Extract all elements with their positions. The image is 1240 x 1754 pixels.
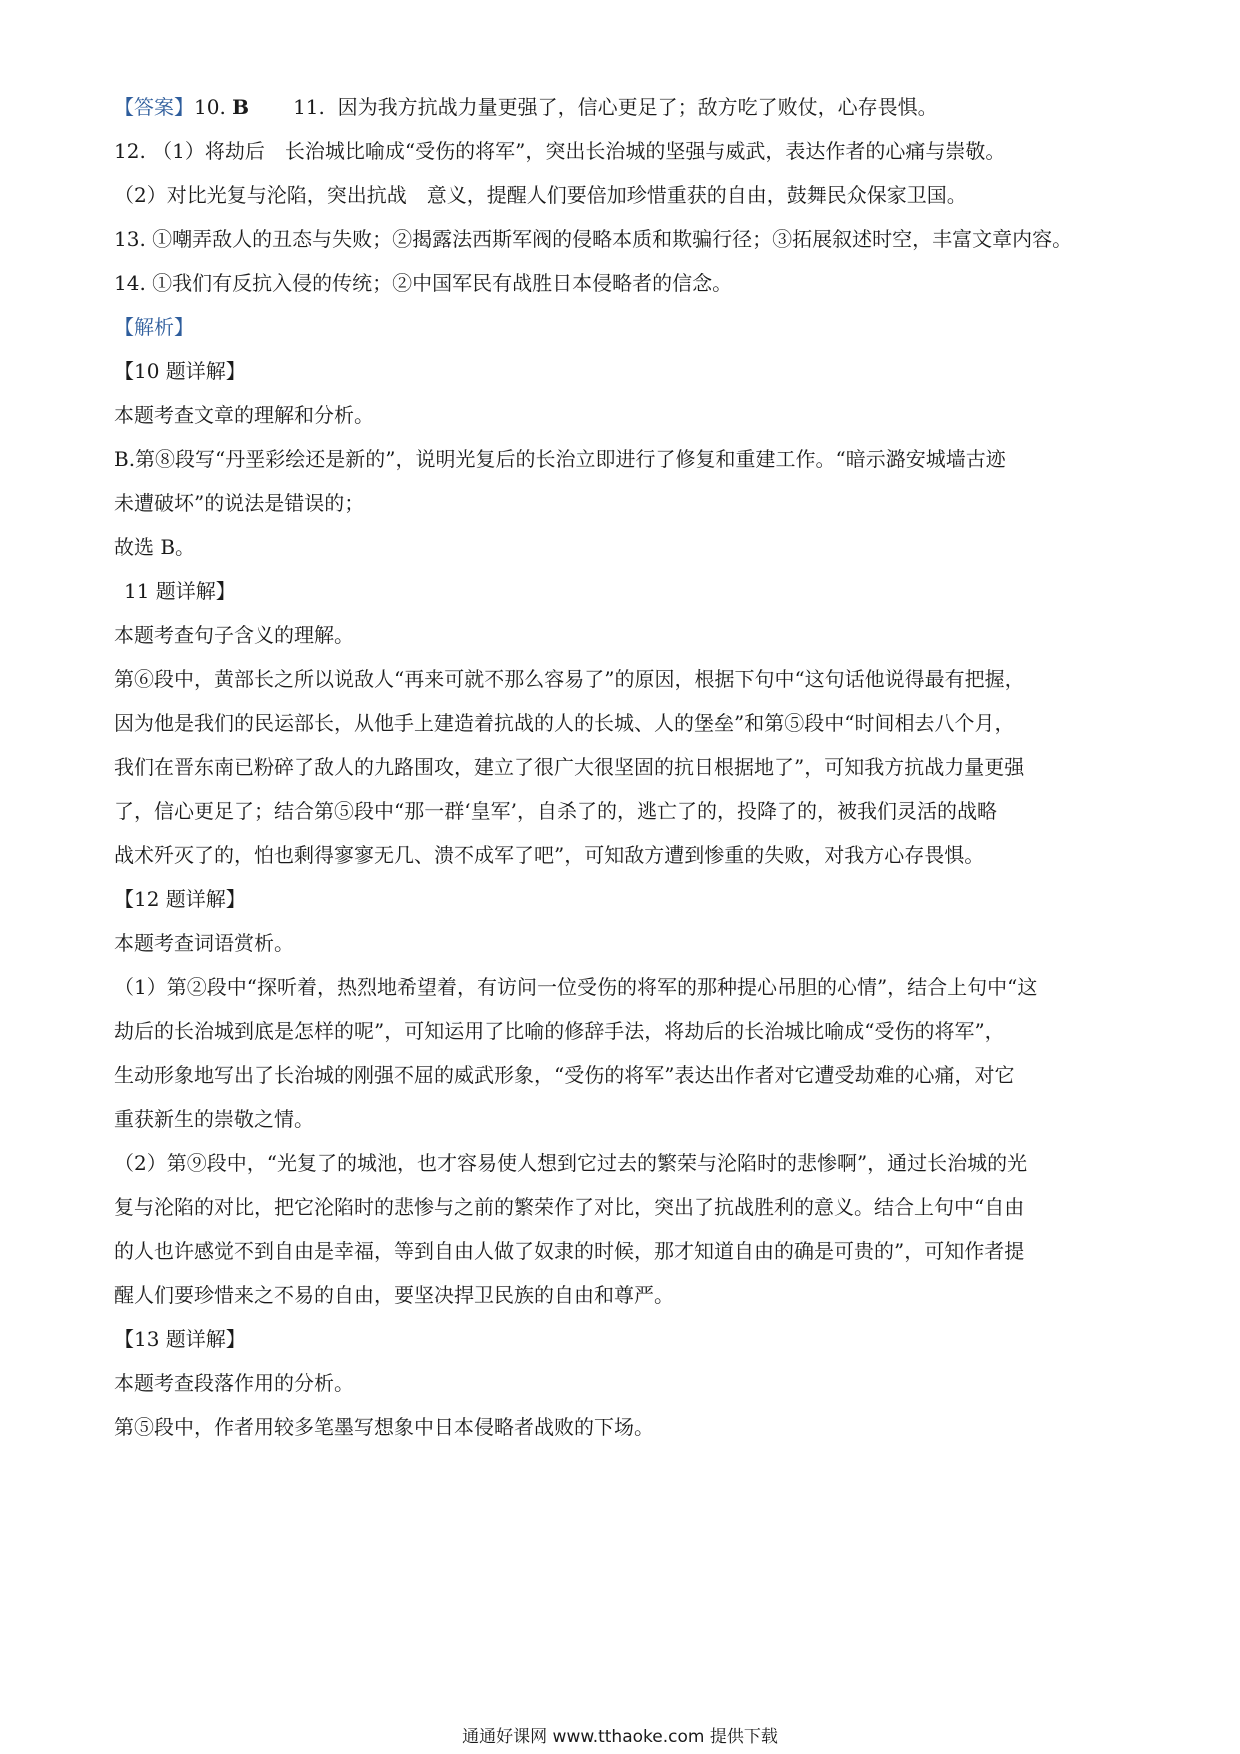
q12-line: 生动形象地写出了长治城的刚强不屈的威武形象，“受伤的将军”表达出作者对它遭受劫难的心痛，对它 <box>114 1063 1015 1087</box>
q11-line: 因为他是我们的民运部长，从他手上建造着抗战的人的长城、人的堡垒”和第⑤段中“时间相去八个月， <box>114 711 1015 735</box>
answer-line-10-11 <box>114 92 1144 122</box>
q11-answer: 因为我方抗战力量更强了，信心更足了；敌方吃了败仗，心存畏惧。 <box>337 95 938 119</box>
q12-line: （1）第②段中“探听着，热烈地希望着，有访问一位受伤的将军的那种提心吊胆的心情”，结合上句中“这 <box>114 975 1038 999</box>
q12-line: 醒人们要珍惜来之不易的自由，要坚决捍卫民族的自由和尊严。 <box>114 1283 674 1307</box>
q11-line: 了，信心更足了；结合第⑤段中“那一群‘皇军’，自杀了的，逃亡了的，投降了的，被我们灵活的战略 <box>114 799 997 823</box>
q10-choice: B <box>232 95 250 119</box>
q14-answer: 14. ①我们有反抗入侵的传统；②中国军民有战胜日本侵略者的信念。 <box>114 271 733 295</box>
q12-line: 的人也许感觉不到自由是幸福，等到自由人做了奴隶的时候，那才知道自由的确是可贵的”，可知作者提 <box>114 1239 1025 1263</box>
q11-line: 我们在晋东南已粉碎了敌人的九路围攻，建立了很广大很坚固的抗日根据地了”，可知我方抗战力量更强 <box>114 755 1025 779</box>
q12-line: 复与沦陷的对比，把它沦陷时的悲惨与之前的繁荣作了对比，突出了抗战胜利的意义。结合上句中“自由 <box>114 1195 1025 1219</box>
q13-line: 本题考查段落作用的分析。 <box>114 1371 354 1395</box>
q10-number: 10. <box>194 95 226 119</box>
footer-source: 通通好课网 www.tthaoke.com 提供下载 <box>462 1727 778 1747</box>
q12-heading: 【12 题详解】 <box>114 887 246 911</box>
q12-line: 重获新生的崇敬之情。 <box>114 1107 314 1131</box>
q13-line: 第⑤段中，作者用较多笔墨写想象中日本侵略者战败的下场。 <box>114 1415 654 1439</box>
q12-line: 劫后的长治城到底是怎样的呢”，可知运用了比喻的修辞手法，将劫后的长治城比喻成“受伤的将军”， <box>114 1019 1005 1043</box>
q13-answer: 13. ①嘲弄敌人的丑态与失败；②揭露法西斯军阀的侵略本质和欺骗行径；③拓展叙述时空，丰富文章内容。 <box>114 227 1073 251</box>
q10-line: 本题考查文章的理解和分析。 <box>114 403 374 427</box>
q10-heading: 【10 题详解】 <box>114 359 246 383</box>
q12-line: （2）第⑨段中，“光复了的城池，也才容易使人想到它过去的繁荣与沦陷时的悲惨啊”，通过长治城的光 <box>114 1151 1028 1175</box>
analysis-label: 【解析】 <box>114 315 194 339</box>
q10-line: 未遭破坏”的说法是错误的； <box>114 491 365 515</box>
q10-line: B.第⑧段写“丹垩彩绘还是新的”，说明光复后的长治立即进行了修复和重建工作。“暗示潞安城墙古迹 <box>114 447 1006 471</box>
q11-heading: 11 题详解】 <box>124 579 236 603</box>
q12-answer-part1: 12. （1）将劫后 长治城比喻成“受伤的将军”，突出长治城的坚强与威武，表达作者的心痛与崇敬。 <box>114 139 1006 163</box>
q12-answer-part2: （2）对比光复与沦陷，突出抗战 意义，提醒人们要倍加珍惜重获的自由，鼓舞民众保家卫国。 <box>114 183 967 207</box>
q10-line: 故选 B。 <box>114 535 196 559</box>
q12-line: 本题考查词语赏析。 <box>114 931 294 955</box>
q11-line: 本题考查句子含义的理解。 <box>114 623 354 647</box>
q11-number: 11. <box>293 95 325 119</box>
q11-line: 战术歼灭了的，怕也剩得寥寥无几、溃不成军了吧”，可知敌方遭到惨重的失败，对我方心存畏惧。 <box>114 843 985 867</box>
q13-heading: 【13 题详解】 <box>114 1327 246 1351</box>
answer-label: 【答案】 <box>114 95 194 119</box>
q11-line: 第⑥段中，黄部长之所以说敌人“再来可就不那么容易了”的原因，根据下句中“这句话他说得最有把握， <box>114 667 1025 691</box>
